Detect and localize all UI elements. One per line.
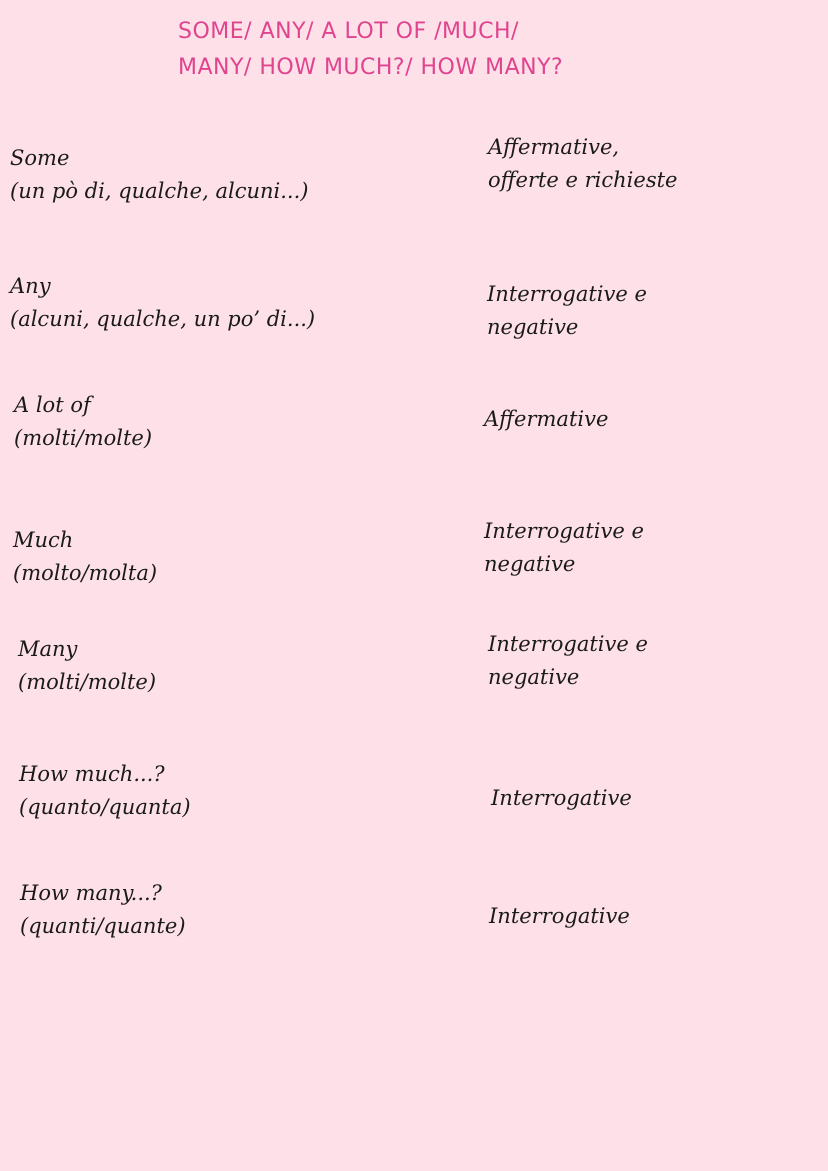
- term-word: Many: [18, 637, 78, 661]
- term-word: A lot of: [14, 393, 91, 417]
- page-title: [178, 14, 738, 86]
- term-word: How much...?: [19, 762, 165, 786]
- usage-some: [488, 131, 677, 197]
- usage-line: Interrogative e: [488, 632, 648, 656]
- term-how-much: [19, 758, 191, 824]
- term-meaning: (molto/molta): [13, 561, 158, 585]
- usage-line: Interrogative e: [484, 519, 644, 543]
- usage-many: [488, 628, 648, 694]
- term-how-many: [20, 877, 186, 943]
- usage-line: Affermative: [484, 407, 609, 431]
- usage-line: negative: [487, 315, 579, 339]
- usage-line: Interrogative: [489, 904, 630, 928]
- term-meaning: (quanti/quante): [20, 914, 186, 938]
- term-meaning: (molti/molte): [18, 670, 157, 694]
- usage-line: Affermative,: [488, 135, 620, 159]
- term-meaning: (alcuni, qualche, un po’ di...): [10, 307, 316, 331]
- term-word: Some: [10, 146, 70, 170]
- term-some: [10, 142, 308, 208]
- title-line-1: SOME/ ANY/ A LOT OF /MUCH/: [178, 19, 519, 44]
- term-word: How many...?: [20, 881, 162, 905]
- usage-line: Interrogative e: [487, 282, 647, 306]
- usage-line: negative: [484, 552, 576, 576]
- usage-line: Interrogative: [491, 786, 632, 810]
- usage-much: [484, 515, 644, 581]
- term-word: Much: [13, 528, 74, 552]
- term-a-lot-of: [14, 389, 152, 455]
- term-word: Any: [10, 274, 51, 298]
- usage-how-many: [489, 900, 630, 933]
- term-any: [10, 270, 315, 336]
- term-meaning: (molti/molte): [14, 426, 153, 450]
- term-much: [13, 524, 157, 590]
- term-meaning: (quanto/quanta): [19, 795, 191, 819]
- title-line-2: MANY/ HOW MUCH?/ HOW MANY?: [178, 55, 564, 80]
- term-meaning: (un pò di, qualche, alcuni...): [10, 179, 309, 203]
- usage-line: offerte e richieste: [488, 168, 678, 192]
- term-many: [18, 633, 156, 699]
- usage-how-much: [491, 782, 632, 815]
- usage-any: [487, 278, 647, 344]
- usage-a-lot-of: [484, 403, 608, 436]
- usage-line: negative: [488, 665, 580, 689]
